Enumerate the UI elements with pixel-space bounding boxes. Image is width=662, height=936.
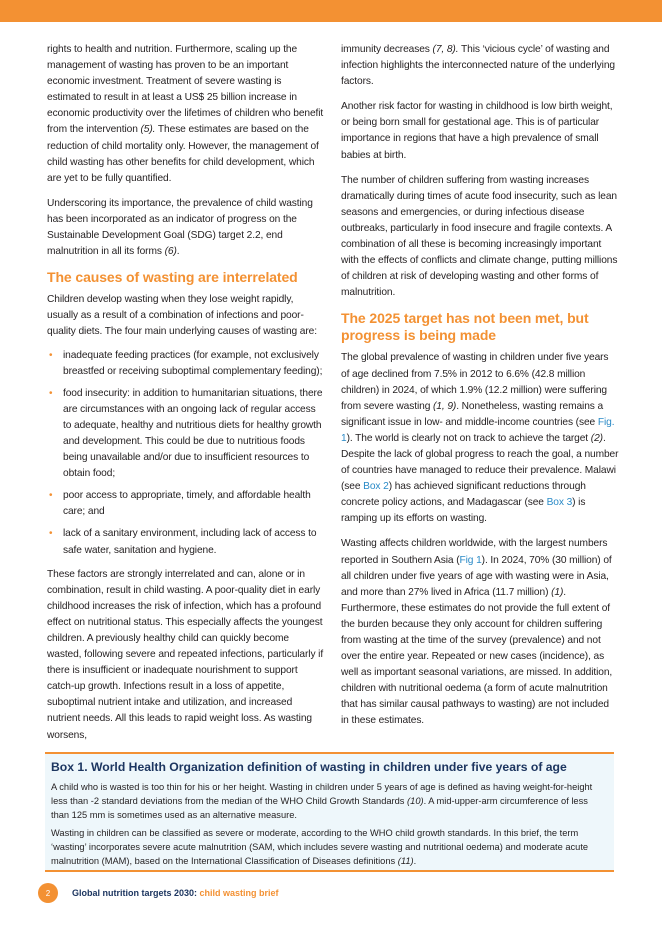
box1-paragraph: Wasting in children can be classified as severe or moderate, according to the WHO child growth standards. In this brief, the term ‘wasting’ incorporates severe acute malnutrition (SAM, which includes severe wasting and nutritional oedema) and moderate acute malnutrition (MAM), based on the International Classification of Diseases definitions (11).	[51, 827, 589, 867]
citation: (10)	[407, 796, 424, 807]
citation: (11)	[397, 856, 414, 867]
citation: (1, 9)	[433, 400, 457, 412]
citation: (2)	[590, 432, 603, 444]
footer-subtitle: child wasting brief	[199, 888, 279, 898]
paragraph: Another risk factor for wasting in childhood is low birth weight, or being born small for gestational age. This is of particular importance in regions that have a high prevalence of small babies at birth.	[341, 101, 613, 161]
citation: (5).	[140, 124, 156, 136]
header-color-bar	[0, 0, 662, 22]
right-column	[341, 42, 619, 739]
box3-link[interactable]: Box 3	[546, 497, 573, 509]
paragraph: immunity decreases (7, 8). This ‘vicious cycle’ of wasting and infection highlights the interconnected nature of the underlying factors.	[341, 44, 615, 88]
paragraph: rights to health and nutrition. Furthermore, scaling up the management of wasting has proven to be an important economic investment. Treatment of severe wasting is estimated to result in at least a US$ 25 billion increase in economic productivity over the lifetimes of children who benefit from the intervention (5). These estimates are based on the reduction of child mortality only. However, the management of child wasting has other benefits for child development, which are yet to be fully quantified.	[47, 44, 324, 184]
left-column	[47, 42, 325, 753]
fig1-link[interactable]: Fig 1	[459, 554, 482, 566]
paragraph: Wasting affects children worldwide, with the largest numbers reported in Southern Asia (Fig 1). In 2024, 70% (30 million) of all children under five years of age with wasting were in Asia, and more than 27% lived in Africa (11.7 million) (1). Furthermore, these estimates do not provide the full extent of the burden because they only account for children suffering from wasting at the time of the survey (prevalence) and not over the entire year. Repeated or new cases (incidence), as well as important seasonal variations, are missed. In addition, children with nutritional oedema (a form of acute malnutrition that has similar causal pathways to wasting) are not included in these estimates.	[341, 538, 613, 727]
box2-link[interactable]: Box 2	[363, 481, 389, 493]
citation: (6)	[164, 246, 177, 258]
list-item: • inadequate feeding practices (for example, not exclusively breastfed or receiving suboptimal complementary feeding);	[47, 348, 325, 380]
box1-definition	[45, 752, 614, 872]
paragraph: Children develop wasting when they lose weight rapidly, usually as a result of a combination of infections and poor-quality diets. The four main underlying causes of wasting are:	[47, 294, 317, 338]
citation: (1)	[551, 586, 564, 598]
section-heading-causes: The causes of wasting are interrelated	[47, 269, 298, 286]
footer-title: Global nutrition targets 2030: child wasting brief	[72, 888, 279, 898]
paragraph: These factors are strongly interrelated and can, alone or in combination, result in child wasting. A poor-quality diet in early childhood increases the risk of infection, which has a profound effect on nutritional status. This especially affects the youngest children. A previously healthy child can quickly become wasted, following severe and repeated infections, particularly if there is insufficient or inadequate nourishment to support catch-up growth. Infections result in a loss of appetite, suboptimal nutrient intake and utilization, and increased nutrient needs. All this leads to rapid weight loss. As wasting worsens,	[47, 568, 324, 741]
fig1-link[interactable]: Fig. 1	[341, 416, 615, 444]
list-item: • poor access to appropriate, timely, and affordable health care; and	[47, 488, 325, 520]
box1-paragraph: A child who is wasted is too thin for his or her height. Wasting in children under 5 years of age is defined as having weight-for-height less than -2 standard deviations from the median of the WHO Child Growth Standards (10). A mid-upper-arm circumference of less than 125 mm is sometimes used as an alternative measure.	[51, 782, 593, 821]
page-number-badge: 2	[38, 883, 58, 903]
citation: (7, 8).	[432, 44, 459, 55]
causes-list	[47, 348, 325, 559]
box1-title: Box 1. World Health Organization definition of wasting in children under five years of age	[51, 760, 567, 774]
paragraph: The global prevalence of wasting in children under five years of age declined from 7.5% in 2012 to 6.6% (42.8 million children) in 2024, of which 1.9% (12.2 million) were suffering from severe wasting (1, 9). Nonetheless, wasting remains a significant issue in low- and middle-income countries (see Fig. 1). The world is clearly not on track to achieve the target (2). Despite the lack of global progress to reach the goal, a number of countries have managed to reduce their prevalence. Malawi (see Box 2) has achieved significant reductions through concrete policy actions, and Madagascar (see Box 3) is ramping up its efforts on wasting.	[341, 352, 619, 525]
list-item: • food insecurity: in addition to humanitarian situations, there are circumstances with an ongoing lack of regular access to adequate, healthy and nutritious diets for healthy growth and development. This could be due to nutritious foods being unavailable and/or due to insufficient resources to obtain food;	[47, 386, 325, 483]
section-heading-target: The 2025 target has not been met, but progress is being made	[341, 310, 589, 344]
paragraph: The number of children suffering from wasting increases dramatically during times of acute food insecurity, such as lean seasons and emergencies, or during infectious disease outbreaks, particularly in food insecure and fragile contexts. A combination of all these is becoming increasingly important with the effects of conflicts and climate change, putting millions of children at risk of developing wasting and other forms of malnutrition.	[341, 174, 618, 299]
paragraph: Underscoring its importance, the prevalence of child wasting has been incorporated as an indicator of progress on the Sustainable Development Goal (SDG) target 2.2, end malnutrition in all its forms (6).	[47, 197, 313, 258]
page-footer	[38, 882, 279, 904]
list-item: • lack of a sanitary environment, including lack of access to safe water, sanitation and hygiene.	[47, 526, 325, 558]
